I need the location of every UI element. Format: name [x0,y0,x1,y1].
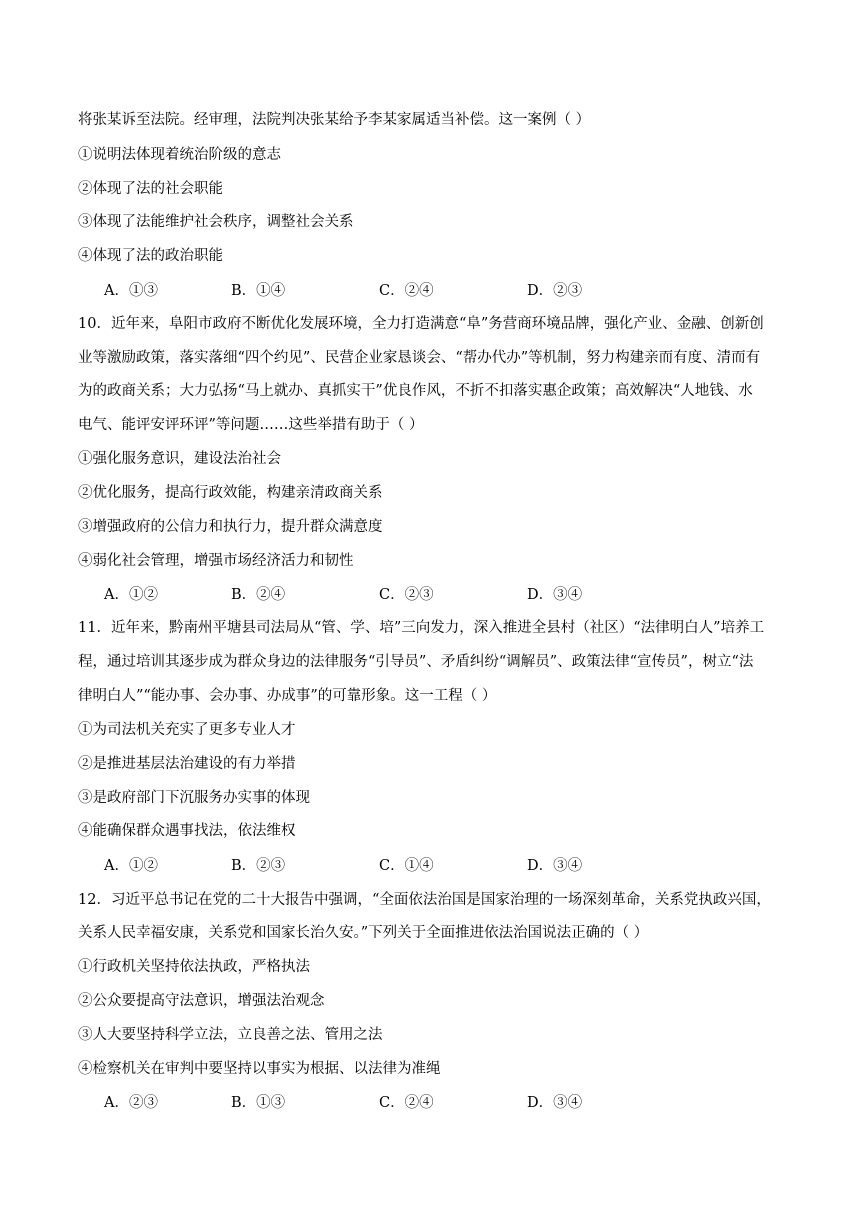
q11-option-a[interactable]: A．①② [104,858,158,874]
q12-option-d[interactable]: D．③④ [527,1095,583,1111]
q10-option-c[interactable]: C．②③ [379,587,434,603]
q11-option-b[interactable]: B．②③ [231,858,286,874]
q12-options [104,1093,664,1113]
q10-options [104,585,664,605]
q10-stem-line-1: 10．近年来，阜阳市政府不断优化发展环境，全力打造满意“阜”务营商环境品牌，强化产业、金融、创新创 [78,316,764,332]
q12-option-c[interactable]: C．②④ [379,1095,434,1111]
q12-option-b[interactable]: B．①③ [231,1095,286,1111]
q11-option-c[interactable]: C．①④ [379,858,434,874]
q12-option-a[interactable]: A．②③ [104,1095,158,1111]
q11-stem-line-2: 程，通过培训其逐步成为群众身边的法律服务“引导员”、矛盾纠纷“调解员”、政策法律“宣传员”，树立“法 [78,654,754,670]
q9-statement-4: ④体现了法的政治职能 [78,248,223,264]
q9-statement-1: ①说明法体现着统治阶级的意志 [78,147,281,163]
q10-option-d[interactable]: D．③④ [527,587,583,603]
q10-option-a[interactable]: A．①② [104,587,158,603]
q11-options [104,856,664,876]
q11-option-d[interactable]: D．③④ [527,858,583,874]
q10-statement-3: ③增强政府的公信力和执行力，提升群众满意度 [78,519,383,535]
q9-option-d[interactable]: D．②③ [527,283,583,299]
q12-statement-2: ②公众要提高守法意识，增强法治观念 [78,993,325,1009]
q11-statement-3: ③是政府部门下沉服务办实事的体现 [78,790,310,806]
q12-statement-3: ③人大要坚持科学立法，立良善之法、管用之法 [78,1027,383,1043]
q9-option-a[interactable]: A．①③ [104,283,158,299]
q10-statement-4: ④弱化社会管理，增强市场经济活力和韧性 [78,553,354,569]
q12-stem-line-1: 12．习近平总书记在党的二十大报告中强调，“全面依法治国是国家治理的一场深刻革命，关系党执政兴国， [78,892,771,908]
q11-stem-line-3: 律明白人”“能办事、会办事、办成事”的可靠形象。这一工程（ ） [78,688,497,704]
q9-stem-tail: 将张某诉至法院。经审理，法院判决张某给予李某家属适当补偿。这一案例（ ） [78,112,591,128]
q9-statement-3: ③体现了法能维护社会秩序，调整社会关系 [78,214,354,230]
q10-statement-1: ①强化服务意识，建设法治社会 [78,451,281,467]
q12-statement-1: ①行政机关坚持依法执政，严格执法 [78,959,310,975]
q9-options [104,281,664,301]
q10-stem-line-2: 业等激励政策，落实落细“四个约见”、民营企业家恳谈会、“帮办代办”等机制，努力构建亲而有度、清而有 [78,350,761,366]
q9-option-c[interactable]: C．②④ [379,283,434,299]
q11-statement-1: ①为司法机关充实了更多专业人才 [78,722,296,738]
q11-statement-2: ②是推进基层法治建设的有力举措 [78,756,296,772]
q11-stem-line-1: 11．近年来，黔南州平塘县司法局从“管、学、培”三向发力，深入推进全县村（社区）“法律明白人”培养工 [78,620,765,636]
q9-statement-2: ②体现了法的社会职能 [78,181,223,197]
q10-statement-2: ②优化服务，提高行政效能，构建亲清政商关系 [78,485,383,501]
q12-stem-line-2: 关系人民幸福安康，关系党和国家长治久安。”下列关于全面推进依法治国说法正确的（ ） [78,925,649,941]
q11-statement-4: ④能确保群众遇事找法，依法维权 [78,823,296,839]
q12-statement-4: ④检察机关在审判中要坚持以事实为根据、以法律为准绳 [78,1061,441,1077]
q9-option-b[interactable]: B．①④ [231,283,286,299]
q10-stem-line-4: 电气、能评安评环评”等问题……这些举措有助于（ ） [78,417,424,433]
q10-option-b[interactable]: B．②④ [231,587,286,603]
q10-stem-line-3: 为的政商关系；大力弘扬“马上就办、真抓实干”优良作风，不折不扣落实惠企政策；高效解决“人地钱、水 [78,383,753,399]
